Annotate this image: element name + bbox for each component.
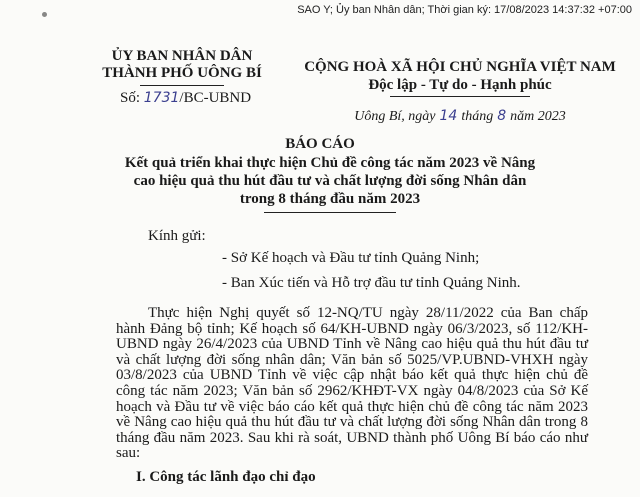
scan-dot — [42, 12, 47, 17]
org-underline — [140, 85, 224, 86]
report-title: BÁO CÁO — [285, 136, 355, 152]
date-prefix: Uông Bí, ngày — [354, 109, 436, 124]
date-year: năm 2023 — [510, 109, 566, 124]
body-paragraph: Thực hiện Nghị quyết số 12-NQ/TU ngày 28/11/2022 của Ban chấp hành Đảng bộ tỉnh; Kế hoạch số 64/KH-UBND ngày 06/3/2023, số 112/KH-UBND ngày 26/4/2023 của UBND Tỉnh về Nâng cao hiệu quả thu hút đầu tư và chất lượng đời sống nhân dân; Văn bản số 5025/VP.UBND-VHXH ngày 03/8/2023 của UBND Tỉnh về việc cập nhật báo kết quả thực hiện chủ đề công tác năm 2023; Văn bản số 2962/KHĐT-VX ngày 04/8/2023 của Sở Kế hoạch và Đầu tư về việc báo cáo kết quả thực hiện chủ đề công tác năm 2023 về Nâng cao hiệu quả thu hút đầu tư và chất lượng đời sống Nhân dân trong 8 tháng đầu năm 2023. Sau khi rà soát, UBND thành phố Uông Bí báo cáo như sau: — [116, 305, 588, 462]
date-month-label: tháng — [461, 109, 494, 124]
document-number-suffix: /BC-UBND — [179, 90, 252, 106]
subtitle-underline — [264, 212, 396, 213]
org-name-line1: ỦY BAN NHÂN DÂN — [111, 48, 253, 64]
motto-underline — [390, 96, 530, 97]
document-number-prefix: Số: — [120, 90, 144, 106]
report-subtitle: Kết quả triển khai thực hiện Chủ đề công tác năm 2023 về Nâng cao hiệu quả thu hút đầu tư và chất lượng đời sống Nhân dân trong 8 tháng đầu năm 2023 — [124, 155, 536, 207]
national-header — [288, 58, 632, 126]
digital-signature-text: SAO Y; Ủy ban Nhân dân; Thời gian ký: 17/08/2023 14:37:32 +07:00 — [297, 4, 632, 16]
issue-date — [288, 107, 632, 126]
issuing-organization — [82, 48, 282, 107]
section-heading: I. Công tác lãnh đạo chỉ đạo — [136, 469, 316, 485]
cut-off-text-line — [142, 490, 402, 497]
recipient-label: Kính gửi: — [148, 228, 206, 244]
recipient-item: - Sở Kế hoạch và Đầu tư tỉnh Quảng Ninh; — [222, 250, 480, 266]
org-name-line2: THÀNH PHỐ UÔNG BÍ — [102, 65, 262, 81]
document-number — [82, 90, 282, 107]
recipient-item: - Ban Xúc tiến và Hỗ trợ đầu tư tỉnh Quảng Ninh. — [222, 275, 521, 291]
recipient-list — [222, 248, 521, 298]
date-month-handwritten: 8 — [497, 108, 507, 124]
date-day-handwritten: 14 — [439, 108, 458, 124]
document-number-handwritten: 1731 — [143, 90, 180, 106]
report-subtitle-block — [120, 154, 540, 213]
nation-motto: Độc lập - Tự do - Hạnh phúc — [368, 77, 552, 93]
nation-name: CỘNG HOÀ XÃ HỘI CHỦ NGHĨA VIỆT NAM — [304, 59, 616, 75]
